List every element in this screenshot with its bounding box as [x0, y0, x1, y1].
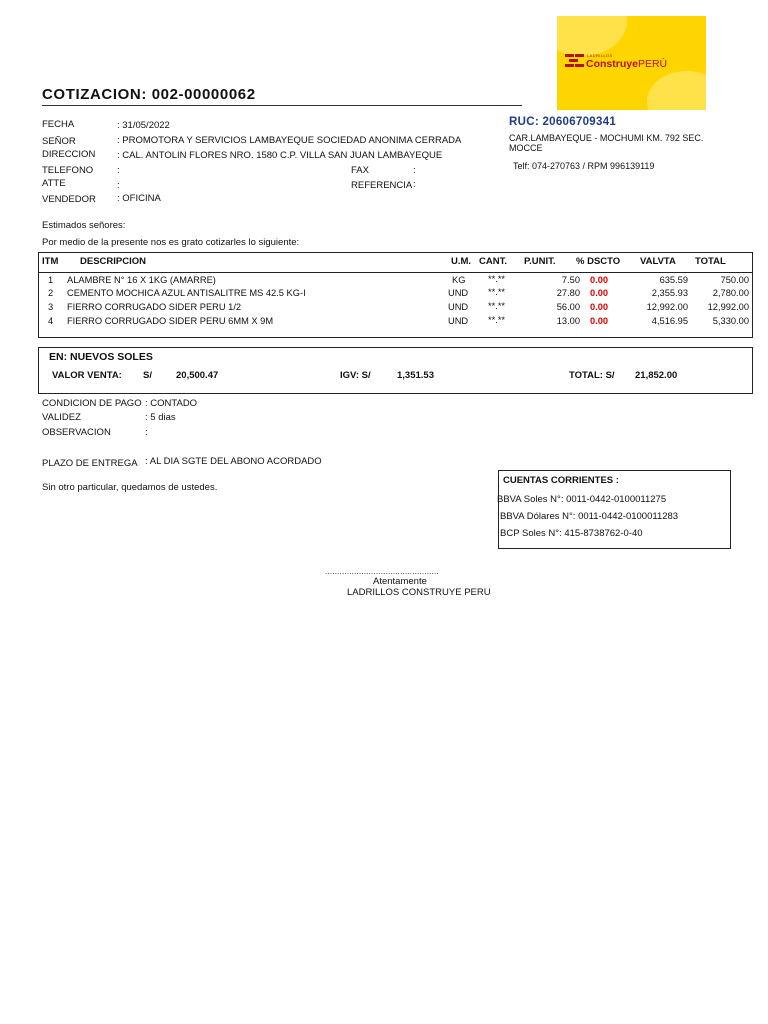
fax-label: FAX	[351, 165, 369, 176]
row-total: 12,992.00	[707, 302, 749, 312]
row-punit: 7.50	[561, 275, 580, 285]
row-dscto: 0.00	[590, 316, 609, 326]
row-cant: **.**	[488, 301, 506, 311]
col-header-cant: CANT.	[479, 256, 507, 267]
validez-value: : 5 dias	[145, 412, 176, 423]
row-cant: **.**	[488, 287, 506, 297]
row-descripcion: FIERRO CORRUGADO SIDER PERU 1/2	[67, 302, 242, 312]
referencia-value: :	[413, 179, 416, 190]
row-descripcion: ALAMBRE N° 16 X 1KG (AMARRE)	[67, 275, 216, 285]
ruc-number: RUC: 20606709341	[509, 116, 617, 128]
observacion-value: :	[145, 427, 148, 438]
bank-account-line: BBVA Soles N°: 0011-0442-0100011275	[497, 494, 667, 505]
fax-value: :	[413, 165, 416, 176]
valor-venta-label: VALOR VENTA:	[52, 370, 122, 381]
row-valvta: 2,355.93	[651, 288, 688, 298]
direccion-value: : CAL. ANTOLIN FLORES NRO. 1580 C.P. VILLA SAN JUAN LAMBAYEQUE	[117, 150, 443, 161]
row-total: 2,780.00	[712, 288, 749, 298]
company-address-line2: MOCCE	[509, 143, 543, 153]
senor-label: SEÑOR	[42, 136, 76, 147]
quote-title: COTIZACION: 002-00000062	[42, 86, 256, 103]
col-header-punit: P.UNIT.	[524, 256, 556, 267]
row-punit: 56.00	[556, 302, 580, 312]
signature-atentamente: Atentamente	[373, 576, 427, 587]
validez-label: VALIDEZ	[42, 412, 81, 423]
vendedor-label: VENDEDOR	[42, 194, 96, 205]
row-descripcion: CEMENTO MOCHICA AZUL ANTISALITRE MS 42.5 KG-I	[67, 288, 306, 298]
company-address-line1: CAR.LAMBAYEQUE - MOCHUMI KM. 792 SEC.	[509, 133, 704, 143]
row-um: UND	[448, 288, 469, 298]
row-total: 5,330.00	[712, 316, 749, 326]
col-header-dscto: % DSCTO	[576, 256, 621, 267]
igv-amount: 1,351.53	[397, 370, 434, 381]
col-header-itm: ITM	[42, 256, 59, 267]
row-punit: 27.80	[556, 288, 580, 298]
bank-account-line: BCP Soles N°: 415-8738762-0-40	[500, 528, 643, 539]
senor-value: : PROMOTORA Y SERVICIOS LAMBAYEQUE SOCIEDAD ANONIMA CERRADA	[117, 135, 462, 146]
intro-text: Por medio de la presente nos es grato cotizarles lo siguiente:	[42, 237, 300, 248]
bank-account-line: BBVA Dólares N°: 0011-0442-0100011283	[500, 511, 679, 522]
atte-label: ATTE	[42, 178, 66, 189]
row-valvta: 12,992.00	[646, 302, 688, 312]
title-divider	[42, 105, 522, 106]
fecha-label: FECHA	[42, 119, 75, 130]
row-dscto: 0.00	[590, 288, 609, 298]
items-table-header-divider	[38, 272, 753, 273]
logo-tagline: LADRILLOS	[587, 53, 613, 58]
col-header-valvta: VALVTA	[640, 256, 676, 267]
row-dscto: 0.00	[590, 275, 609, 285]
row-um: UND	[448, 316, 469, 326]
closing-text: Sin otro particular, quedamos de ustedes.	[42, 482, 218, 493]
row-itm: 2	[48, 288, 54, 298]
col-header-descripcion: DESCRIPCION	[80, 256, 146, 267]
telefono-label: TELEFONO	[42, 165, 94, 176]
valor-venta-currency: S/	[143, 370, 152, 381]
referencia-label: REFERENCIA	[351, 180, 413, 191]
row-valvta: 4,516.95	[651, 316, 688, 326]
company-logo	[557, 16, 706, 110]
observacion-label: OBSERVACION	[42, 427, 111, 438]
condicion-pago-value: : CONTADO	[145, 398, 198, 409]
signature-line: ...............................................	[325, 567, 439, 576]
greeting: Estimados señores:	[42, 220, 126, 231]
row-itm: 3	[48, 302, 54, 312]
condicion-pago-label: CONDICION DE PAGO	[42, 398, 142, 409]
row-um: UND	[448, 302, 469, 312]
fecha-value: : 31/05/2022	[117, 120, 170, 131]
row-itm: 4	[48, 316, 54, 326]
row-descripcion: FIERRO CORRUGADO SIDER PERU 6MM X 9M	[67, 316, 274, 326]
company-phone: Telf: 074-270763 / RPM 996139119	[513, 161, 655, 171]
row-itm: 1	[48, 275, 54, 285]
plazo-entrega-value: : AL DIA SGTE DEL ABONO ACORDADO	[145, 456, 322, 467]
plazo-entrega-label: PLAZO DE ENTREGA	[42, 458, 138, 469]
currency-label: EN: NUEVOS SOLES	[49, 351, 153, 363]
col-header-um: U.M.	[451, 256, 472, 267]
row-total: 750.00	[720, 275, 749, 285]
row-valvta: 635.59	[659, 275, 688, 285]
total-amount: 21,852.00	[635, 370, 678, 381]
signature-company: LADRILLOS CONSTRUYE PERU	[347, 587, 491, 598]
igv-label: IGV: S/	[340, 370, 371, 381]
row-cant: **.**	[488, 315, 506, 325]
valor-venta-amount: 20,500.47	[176, 370, 219, 381]
bricks-icon	[565, 54, 585, 68]
logo-brand: ConstruyePERÚ	[586, 58, 668, 70]
direccion-label: DIRECCION	[42, 149, 96, 160]
row-um: KG	[452, 275, 466, 285]
row-punit: 13.00	[556, 316, 580, 326]
atte-value: :	[117, 180, 120, 191]
row-dscto: 0.00	[590, 302, 609, 312]
row-cant: **.**	[488, 274, 506, 284]
bank-accounts-title: CUENTAS CORRIENTES :	[503, 475, 619, 486]
vendedor-value: : OFICINA	[117, 193, 161, 204]
total-label: TOTAL: S/	[569, 370, 615, 381]
col-header-total: TOTAL	[695, 256, 726, 267]
telefono-value: :	[117, 165, 120, 176]
